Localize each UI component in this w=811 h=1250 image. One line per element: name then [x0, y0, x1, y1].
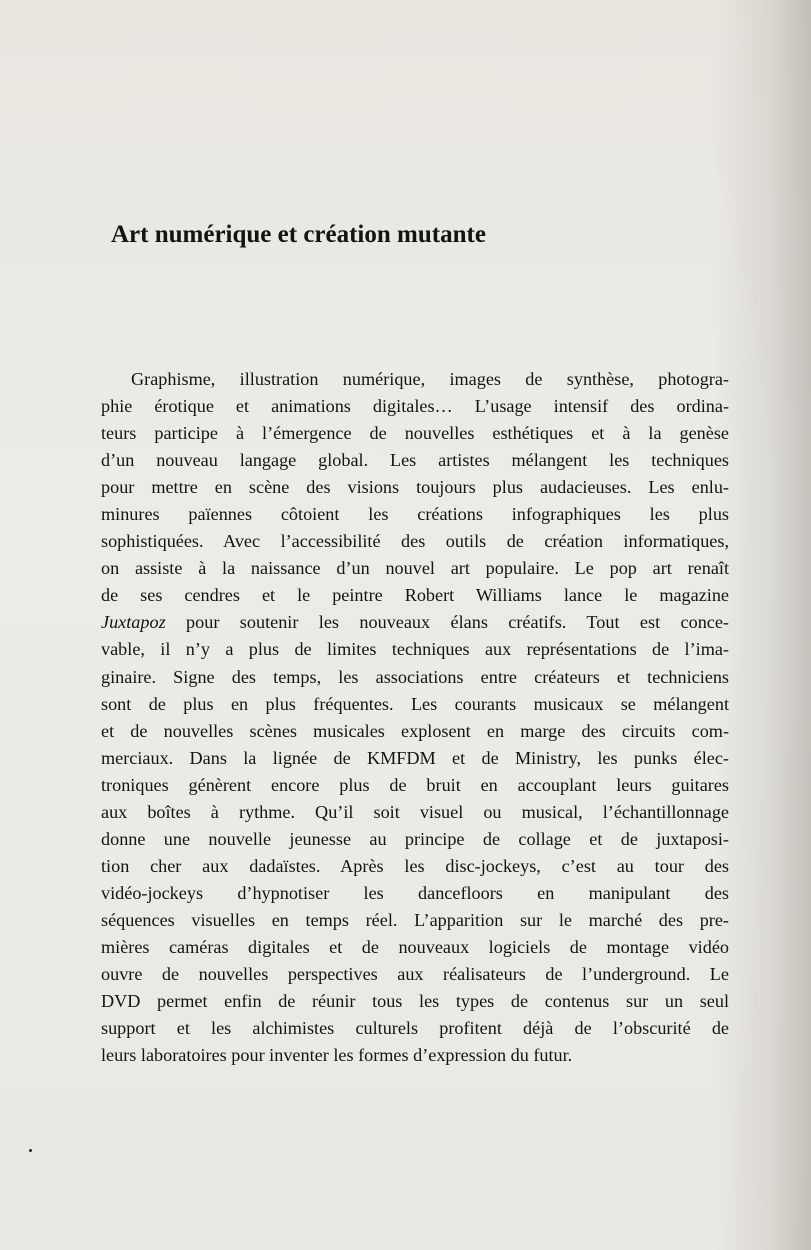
paragraph-line: mières caméras digitales et de nouveaux logiciels de montage vidéo [101, 936, 729, 957]
paragraph-line: pour mettre en scène des visions toujours plus audacieuses. Les enlu- [101, 477, 729, 498]
paragraph-line: de ses cendres et le peintre Robert Williams lance le magazine [101, 585, 729, 606]
paragraph-line: phie érotique et animations digitales… L’usage intensif des ordina- [101, 396, 729, 417]
paper-speck [29, 1149, 32, 1152]
paragraph-line: tion cher aux dadaïstes. Après les disc-jockeys, c’est au tour des [101, 855, 729, 876]
paragraph-line: et de nouvelles scènes musicales explosent en marge des circuits com- [101, 720, 729, 741]
paragraph-line: troniques génèrent encore plus de bruit en accouplant leurs guitares [101, 774, 729, 795]
paragraph-line: merciaux. Dans la lignée de KMFDM et de Ministry, les punks élec- [101, 747, 729, 768]
paragraph-line: sont de plus en plus fréquentes. Les courants musicaux se mélangent [101, 693, 729, 714]
paragraph-line: donne une nouvelle jeunesse au principe de collage et de juxtaposi- [101, 828, 729, 849]
paragraph-line: d’un nouveau langage global. Les artistes mélangent les techniques [101, 450, 729, 471]
paragraph-line: support et les alchimistes culturels profitent déjà de l’obscurité de [101, 1018, 729, 1039]
magazine-title: Juxtapoz [101, 612, 166, 633]
paragraph-line: teurs participe à l’émergence de nouvelles esthétiques et à la genèse [101, 423, 729, 444]
paragraph-line: Graphisme, illustration numérique, images de synthèse, photogra- [131, 369, 729, 389]
paragraph-last-line: leurs laboratoires pour inventer les formes d’expression du futur. [101, 1045, 573, 1066]
paragraph-line: aux boîtes à rythme. Qu’il soit visuel ou musical, l’échantillonnage [101, 801, 729, 822]
chapter-heading: Art numérique et création mutante [111, 221, 486, 248]
paragraph-line: vable, il n’y a plus de limites techniques aux représentations de l’ima- [101, 639, 729, 660]
paragraph-line: ouvre de nouvelles perspectives aux réalisateurs de l’underground. Le [101, 964, 729, 985]
paragraph-line-rest: pour soutenir les nouveaux élans créatifs. Tout est conce- [165, 612, 729, 633]
paragraph-line: ginaire. Signe des temps, les associations entre créateurs et techniciens [101, 666, 729, 687]
paragraph-line-juxtapoz [101, 609, 729, 636]
paragraph-line: on assiste à la naissance d’un nouvel art populaire. Le pop art renaît [101, 558, 729, 579]
paragraph-line: vidéo-jockeys d’hypnotiser les dancefloors en manipulant des [101, 882, 729, 903]
paragraph-line: séquences visuelles en temps réel. L’apparition sur le marché des pre- [101, 909, 729, 930]
paragraph-line: sophistiquées. Avec l’accessibilité des outils de création informatiques, [101, 531, 729, 552]
paragraph-line: minures païennes côtoient les créations infographiques les plus [101, 504, 729, 525]
body-paragraph [101, 366, 729, 1069]
paragraph-line: DVD permet enfin de réunir tous les types de contenus sur un seul [101, 991, 729, 1012]
